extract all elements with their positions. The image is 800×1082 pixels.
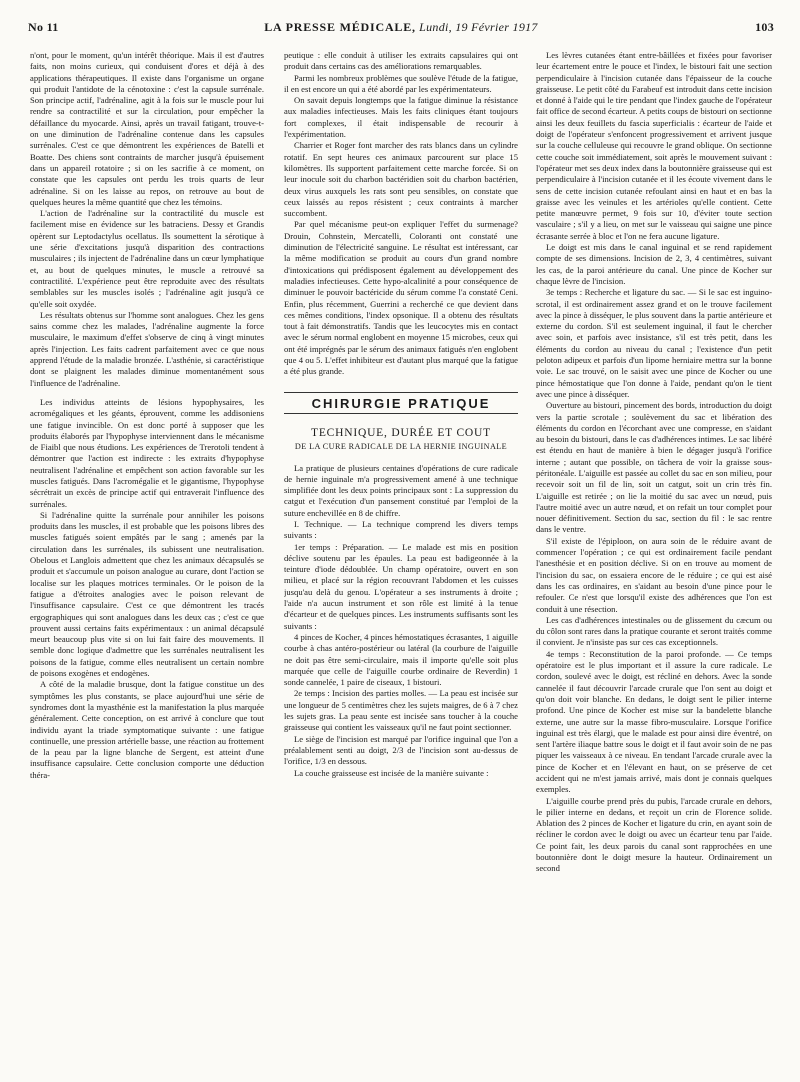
section-rule-bottom — [284, 413, 518, 414]
paragraph: n'ont, pour le moment, qu'un intérêt théorique. Mais il est d'autres faits, non moins curieux, qui conduisent d'ores et déjà à des applications thérapeutiques. Il existe dans l'organisme un organe qui produit l'antidote de la cénotoxine : c'est la capsule surrénale. Son principe actif, l'adrénaline, agit à la fois sur le muscle pour lui rendre sa contractilité et sur la circulation, pour empêcher la défaillance du myocarde. Ainsi, après un travail fatigant, trouve-t-on une diminution de l'adrénaline contenue dans les capsules surrénales. C'est ce que démontrent les expériences de Batelli et Boatte. Des chiens sont contraints de marcher jusqu'à épuisement dans un appareil rotatoire ; si on les sacrifie à ce moment, on constate que les capsules ont perdu les trois quarts de leur adrénaline. Si on les laisse au repos, on retrouve au bout de quelques heures la même quantité que chez les témoins. — [30, 50, 264, 207]
paragraph: La couche graisseuse est incisée de la manière suivante : — [294, 767, 489, 778]
article-subtitle: DE LA CURE RADICALE DE LA HERNIE INGUINALE — [294, 442, 508, 452]
column-middle — [284, 50, 518, 1070]
page-number: 103 — [755, 20, 774, 34]
paragraph: A côté de la maladie brusque, dont la fatigue constitue un des symptômes les plus constants, se place aujourd'hui une série de syndromes dont la myasthénie est la manifestation la plus marquée généralement. Cette conception, on est arrivé à conclure que tout individu ayant la triade symptomatique suivante : une fatigue continuelle, une pression artérielle basse, une réaction au frottement de la peau par la ligne blanche de Sergent, est atteint d'une insuffisance capsulaire. Cette conclusion comporte une déduction théra- — [30, 679, 264, 780]
paragraph: 3e temps : Recherche et ligature du sac. — Si le sac est inguino-scrotal, il est ordinairement assez grand et on le trouve facilement avec la pince à disséquer, le plus souvent dans la partie antérieure et externe du cordon. S'il est seulement inguinal, il faut le chercher avec soin, et parfois avec insistance, s'il est très petit, dans les éléments du cordon au niveau du canal ; l'existence d'un petit peloton adipeux et parfois d'un lipome herniaire mettra sur la bonne voie. Le sac trouvé, on le saisit avec une pince de Kocher ou une pince hémostatique que l'on donne à l'aide, pendant qu'on le tient avec une pince à disséquer. — [536, 287, 772, 399]
paragraph: L'action de l'adrénaline sur la contractilité du muscle est facilement mise en évidence sur les batraciens. Dessy et Grandis opèrent sur Leptodactylus ocellatus. Ils soumettent la sérotique à une série d'excitations jusqu'à disparition des contractions musculaires ; ils injectent de l'adrénaline dans un cœur lymphatique et, au bout de quelques minutes, le muscle a retrouvé sa contractilité. L'expérience peut être reproduite avec des résultats semblables sur les muscles isolés ; l'adrénaline agit jusqu'à ce qu'elle soit oxydée. — [30, 208, 264, 309]
paragraph: S'il existe de l'épiploon, on aura soin de le réduire avant de commencer l'opération ; ce qui est ordinairement facile pendant l'anesthésie et en position déclive. Si on en trouve au moment de l'incision du sac, on essaiera encore de le réduire ; ce qui est aisé dans les cas ordinaires, en s'aidant au besoin d'une pince pour le refouler. Ce n'est que lorsqu'il existe des adhérences que l'on est conduit à une résection. — [536, 535, 772, 614]
paragraph: 1er temps : Préparation. — Le malade est mis en position déclive soutenu par les épaules. La peau est badigeonnée à la teinture d'iode dédoublée. Un champ opératoire, ouvert en son milieu, et placé sur la région recouvrant l'abdomen et les cuisses jusqu'au delà du genou. L'opérateur a ses instruments à droite ; l'aide n'a aucun instrument et son rôle est limité à la tenue d'écarteur et de quelques pinces. Les instruments suffisants sont les suivants : — [284, 541, 518, 631]
paragraph: La pratique de plusieurs centaines d'opérations de cure radicale de hernie inguinale m'a progressivement amené à une technique simplifiée dont les deux points principaux sont : La suppression du catgut et l'exécution d'un pansement constitué par l'emploi de la suture enchevillée en 8 de chiffre. — [284, 462, 518, 518]
masthead — [28, 20, 774, 35]
paragraph: Parmi les nombreux problèmes que soulève l'étude de la fatigue, il en est encore un qui a été abordé par les expérimentateurs. — [284, 72, 518, 94]
paragraph: Si l'adrénaline quitte la surrénale pour annihiler les poisons produits dans les muscles, il est probable que les poisons libres des muscles fatigués soient empâtés par le sang ; amenés par la circulation dans les surrénales, ils subissent une neutralisation. Obelous et Langlois admettent que chez les animaux décapsulés se produit et s'accumule un poison analogue au curare, dont l'action se localise sur les plaques motrices terminales. Or le poison de la fatigue a d'étroites analogies avec le poison relevant de l'insuffisance capsulaire. C'est ce que démontrent les tracés ergographiques qui sont analogues dans les deux cas ; c'est ce que prouvent aussi certains faits expérimentaux : un animal décapsulé meurt beaucoup plus vite si on lui fait faire des mouvements. Il semble donc logique d'admettre que les surrénales neutralisent les poisons de la fatigue, comme elles neutralisent un certain nombre de poisons exogènes et endogènes. — [30, 509, 264, 679]
paragraph: Par quel mécanisme peut-on expliquer l'effet du surmenage? Drouin, Cohnstein, Mercatelli, Coloranti ont constaté une diminution de l'électricité sanguine. Le résultat est intéressant, car la même modification se produit au cours d'un grand nombre d'intoxications qui prédisposent également au développement des maladies infectieuses. Cette hypo-alcalinité a pour conséquence de diminuer le pouvoir bactéricide du sérum comme l'a constaté Ceni. Enfin, plus récemment, Guerrini a recherché ce que devient dans ces mêmes conditions, l'index opsonique. Il a obtenu des résultats tout à fait démonstratifs. Tandis que les leucocytes mis en contact avec le sérum normal englobent en moyenne 15 microbes, ceux qui ont été imprégnés par le sérum des animaux fatigués n'en englobent que 4 ou 5. L'effet inhibiteur est d'autant plus marqué que la fatigue a été plus grande. — [284, 219, 518, 377]
issue-date: Lundi, 19 Février 1917 — [419, 20, 538, 34]
column-right — [536, 50, 772, 1070]
paragraph: 4e temps : Reconstitution de la paroi profonde. — Ce temps opératoire est le plus important et il assure la cure radicale. Le cordon, soulevé avec le doigt, est récliné en dehors. Avec la sonde cannelée il faut découvrir l'arcade crurale que l'on sent au doigt et qu'on doit voir blanche. En dedans, le doigt sent le pilier interne profond. Une pince de Kocher est mise sur la bandelette blanche externe, une autre sur la masse fibro-musculaire. Lorsque l'orifice inguinal est très élargi, que le malade est pour ainsi dire éventré, on sent l'artère iliaque battre sous le doigt et il faut avoir soin de ne pas piquer les vaisseaux à ce niveau. En tendant l'arcade crurale avec la pince de Kocher et en l'élevant en haut, on se préserve de cet accident qui ne m'est jamais arrivé, mais dont je connais quelques exemples. — [536, 648, 772, 795]
paragraph: Charrier et Roger font marcher des rats blancs dans un cylindre rotatif. En sept heures ces animaux parcourent sur place 15 kilomètres. Ils supportent parfaitement cette marche forcée. Si on leur inocule soit du charbon bactéridien soit du charbon bactérien, deux virus auxquels les rats sont peu sensibles, on constate que ceux laissés au repos résistent ; ceux contraints à marcher succombent. — [284, 140, 518, 219]
paragraph: peutique : elle conduit à utiliser les extraits capsulaires qui ont produit dans certains cas des améliorations remarquables. — [284, 50, 518, 72]
section-heading: CHIRURGIE PRATIQUE — [311, 395, 491, 411]
section-rule-top — [284, 392, 518, 393]
paragraph: Le siège de l'incision est marqué par l'orifice inguinal que l'on a préalablement senti au doigt, 2/3 de l'incision sont au-dessus de l'orifice, 1/3 en dessous. — [284, 733, 518, 767]
paragraph: Les lèvres cutanées étant entre-bâillées et fixées pour favoriser leur écartement entre le pouce et l'index, le bistouri fait une section perpendiculaire à l'incision cutanée dans l'épaisseur de la couche graisseuse. Le petit côté du Farabeuf est introduit dans cette incision et donné à l'aide qui le tire pendant que l'index gauche de l'opérateur fait office de second écarteur. A petits coups de bistouri on sectionne ainsi les deux feuillets du fascia superficialis : écarteur de l'aide et doigt de l'opérateur s'enfoncent progressivement et arrivent jusque sur la couche celluleuse qui recouvre le grand oblique. On sectionne cette couche soit immédiatement, soit après le mouvement suivant : l'opérateur met ses deux index dans la boutonnière graisseuse qui est perpendiculaire à l'incision cutanée et il les écoute vivement dans le sens de cette incision cutanée refoulant ainsi en haut et en bas la graisse avec les veinules et les artérioles qu'elle contient. Cette petite manœuvre permet, 9 fois sur 10, d'éviter toute section vasculaire ; s'il y a lieu, on met sur le vaisseau qui saigne une pince écrasante serrée à bloc et l'on ne fera aucune ligature. — [536, 50, 772, 241]
paragraph: I. Technique. — La technique comprend les divers temps suivants : — [284, 518, 518, 541]
article-title: TECHNIQUE, DURÉE ET COUT — [311, 426, 491, 439]
paragraph: Les résultats obtenus sur l'homme sont analogues. Chez les gens sains comme chez les malades, l'adrénaline augmente la force musculaire, le maximum d'effet s'observe de cinq à vingt minutes après l'injection. Les faits cadrent parfaitement avec ce que nous apprend l'étude de la maladie bronzée. L'asthénie, si caractéristique dont se plaignent les malades diminue momentanément sous l'influence de l'adrénaline. — [30, 309, 264, 388]
paragraph: 2e temps : Incision des parties molles. — La peau est incisée sur une longueur de 5 centimètres chez les sujets maigres, de 6 à 7 chez les sujets gras. La peau sente est incisée sans toucher à la couche graisseuse qui contient les vaisseaux qu'il ne faut point sectionner. — [284, 688, 518, 733]
page-header — [28, 20, 774, 40]
journal-name: LA PRESSE MÉDICALE, — [264, 20, 416, 34]
paragraph: Les individus atteints de lésions hypophysaires, les acromégaliques et les géants, éprouvent, comme les addisoniens une fatigue invincible. On est donc porté à supposer que les produits élaborés par l'hypophyse interviennent dans le mécanisme de Fiaibl que nous étudions. Les expériences de Trerotoli tendent à démontrer que l'action est indirecte : les extraits d'hypophyse neutralisent l'adrénaline et empêchent son action favorable sur les muscles fatigués. Dans l'acromégalie et le gigantisme, l'hypophyse sécrétrait un excès de principe actif qui entraverait l'influence des surrénales. — [30, 396, 264, 509]
issue-number: No 11 — [28, 20, 59, 34]
paragraph: Ouverture au bistouri, pincement des bords, introduction du doigt vers la partie scrotale ; soulèvement du sac et libération des éléments du cordon en l'écorchant avec une compresse, en s'aidant au besoin du bistouri, dans le cas d'adhérences intimes. Le sac libéré est étendu en haut de manière à bien le dégager jusqu'à l'orifice interne ; autant que possible, on tâchera de voir la graisse sous-péritonéale. L'aiguille est passée au collet du sac en son milieu, pour recevoir soit un fil de lin, soit un catgut, soit un crin très fin. L'aiguille est retirée ; on lie la moitié du sac avec un nœud, puis l'autre moitié avec un autre nœud, et on refait un tour complet pour nouer définitivement. Section du sac, section du fil : le sac rentre dans le ventre. — [536, 400, 772, 535]
paragraph: On savait depuis longtemps que la fatigue diminue la résistance aux maladies infectieuses. Mais les faits cliniques étant toujours fort complexes, il était indispensable de recourir à l'expérimentation. — [284, 95, 518, 140]
paragraph: Les cas d'adhérences intestinales ou de glissement du cæcum ou du côlon sont rares dans la pratique courante et seront traités comme il convient. Je n'insiste pas sur ces cas exceptionnels. — [536, 614, 772, 648]
paragraph: 4 pinces de Kocher, 4 pinces hémostatiques écrasantes, 1 aiguille courbe à chas antéro-postérieur ou latéral (la courbure de l'aiguille ne doit pas être semi-circulaire, mais il importe qu'elle soit plus marquée que celle de l'aiguille courbe ordinaire de Reverdin) 1 sonde cannelée, 1 paire de ciseaux, 1 bistouri. — [284, 631, 518, 688]
paragraph: L'aiguille courbe prend près du pubis, l'arcade crurale en dehors, le pilier interne en dedans, et reçoit un crin de Florence solide. Ablation des 2 pinces de Kocher et ligature du crin, en ayant soin de récliner le cordon avec le doigt ou avec un écarteur tenu par l'aide. Ce point fait, les deux parois du canal sont rapprochées en une boutonnière dont le doigt mesure la hauteur. Ordinairement un second — [536, 795, 772, 874]
column-left — [30, 50, 264, 1070]
paragraph: Le doigt est mis dans le canal inguinal et se rend rapidement compte de ses dimensions. Incision de 2, 3, 4 centimètres, suivant les cas, de la paroi antérieure du canal. Une pince de Kocher sur chaque lèvre de l'incision. — [536, 242, 772, 286]
